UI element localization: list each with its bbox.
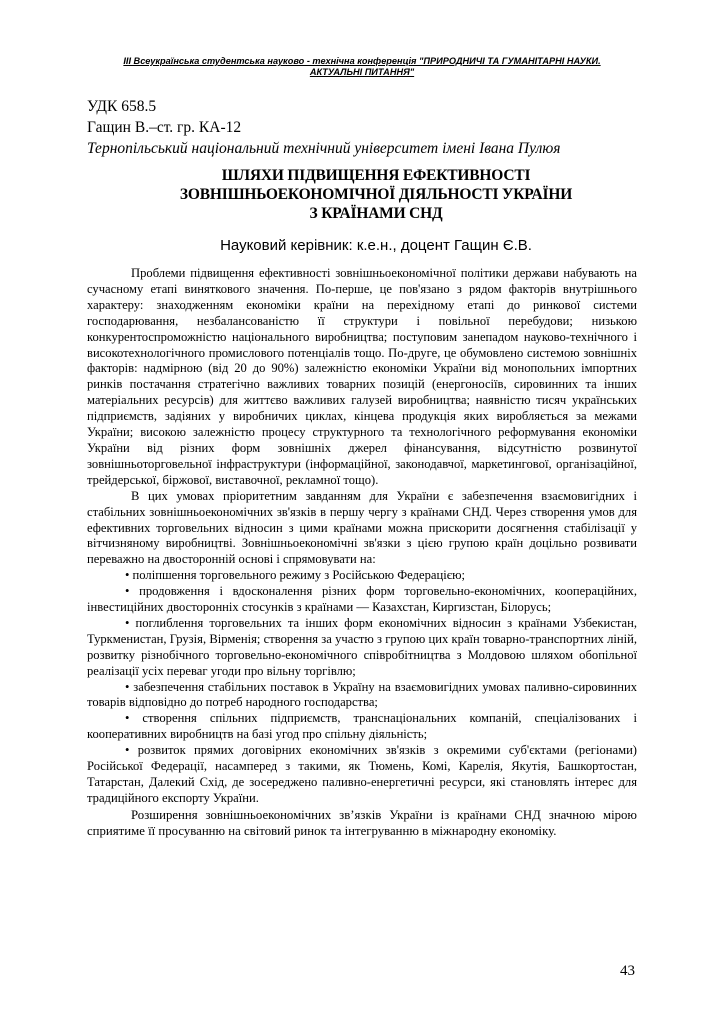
bullet-item: • поглиблення торговельних та інших форм економічних відносин з країнами Узбекистан, Туркменистан, Грузія, Вірменія; створення за участю з групою цих країн товарно-транспортних ліній, розвитку різнобічного торговельно-економічного співробітництва з Молдовою шляхом обопільної реалізації усіх переваг угоди про вільну торгівлю; <box>87 615 637 678</box>
title-line-1: ШЛЯХИ ПІДВИЩЕННЯ ЕФЕКТИВНОСТІ <box>221 167 531 184</box>
university-affiliation: Тернопільський національний технічний університет імені Івана Пулюя <box>87 140 561 157</box>
article-meta <box>87 96 560 159</box>
bullet-item: • продовження і вдосконалення різних форм торговельно-економічних, коопераційних, інвестиційних двосторонніх стосунків з країнами — Казахстан, Киргизстан, Білорусь; <box>87 584 637 615</box>
page-number: 43 <box>620 963 635 979</box>
bullet-item: • розвиток прямих договірних економічних зв'язків з окремими суб'єктами (регіонами) Російської Федерації, насамперед з такими, як Тюмень, Комі, Карелія, Якутія, Башкортостан, Татарстан, Далекий Схід, де зосереджено паливно-енергетичні ресурси, які становлять інтерес для традиційного експорту України. <box>87 743 637 805</box>
article-body <box>87 266 637 840</box>
conference-header-line-1: III Всеукраїнська студентська науково - технічна конференція "ПРИРОДНИЧІ ТА ГУМАНІТАРНІ НАУКИ. <box>123 56 601 66</box>
title-line-2: ЗОВНІШНЬОЕКОНОМІЧНОЇ ДІЯЛЬНОСТІ УКРАЇНИ <box>179 186 573 203</box>
udc-code: УДК 658.5 <box>87 98 157 115</box>
scientific-supervisor: Науковий керівник: к.е.н., доцент Гащин Є.В. <box>220 237 532 254</box>
conference-header-line-2: АКТУАЛЬНІ ПИТАННЯ" <box>309 67 415 77</box>
conference-header <box>80 56 644 78</box>
bullet-item: • забезпечення стабільних поставок в Україну на взаємовигідних умовах паливно-сировинних товарів відповідно до потреб народного господарства; <box>87 679 637 710</box>
title-line-3: З КРАЇНАМИ СНД <box>309 205 443 222</box>
bullet-item: • поліпшення торговельного режиму з Російською Федерацією; <box>125 568 466 583</box>
article-title <box>87 166 665 223</box>
paragraph-priorities: В цих умовах пріоритетним завданням для України є забезпечення взаємовигідних і стабільних зовнішньоекономічних зв'язків в першу чергу з країнами СНД. Через створення умов для ефективних торговельних відносин з цими країнами можна прискорити досягнення стабілізації у вітчизняному виробництві. Зовнішньоекономічні зв'язки з цією групою країн доцільно розвивати переважно на двосторонній основі і спрямовувати на: <box>87 488 637 567</box>
author-line: Гащин В.–ст. гр. КА-12 <box>87 119 242 136</box>
paragraph-conclusion: Розширення зовнішньоекономічних зв’язків України із країнами СНД значною мірою сприятиме її просуванню на світовий ринок та інтегруванню в міжнародну економіку. <box>87 807 637 839</box>
paragraph-intro: Проблеми підвищення ефективності зовнішньоекономічної політики держави набувають на сучасному етапі виняткового значення. По-перше, це пов'язано з рядом факторів внутрішнього характеру: знаходженням економіки країни на перехідному етапі до ринкової системи господарювання, незбалансованістю її структури і повільної перебудови; низькою конкурентоспроможністю національного виробництва; поступовим занепадом науково-технічного і високотехнологічного промислового потенціалів тощо. По-друге, це обумовлено системою зовнішніх факторів: надмірною (від 20 до 90%) залежністю економіки України від монопольних імпортних ринків постачання стратегічно важливих товарних позицій (енергоносіїв, сировинних та інших матеріальних ресурсів) для життєво важливих галузей виробництва; наявністю тисяч українських підприємств, задіяних у виробничих циклах, кінцева продукція яких виробляється за межами України; високою залежністю процесу структурного та технологічного реформування економіки України від різних форм зовнішніх джерел фінансування, відсутністю розвинутої зовнішньоторговельної інфраструктури (інформаційної, законодавчої, маркетингової, організаційної, трейдерської, біржової, виставочної, рекламної тощо). <box>87 266 637 487</box>
bullet-item: • створення спільних підприємств, транснаціональних компаній, спеціалізованих і кооперативних виробництв на базі угод про спільну діяльність; <box>87 711 637 742</box>
